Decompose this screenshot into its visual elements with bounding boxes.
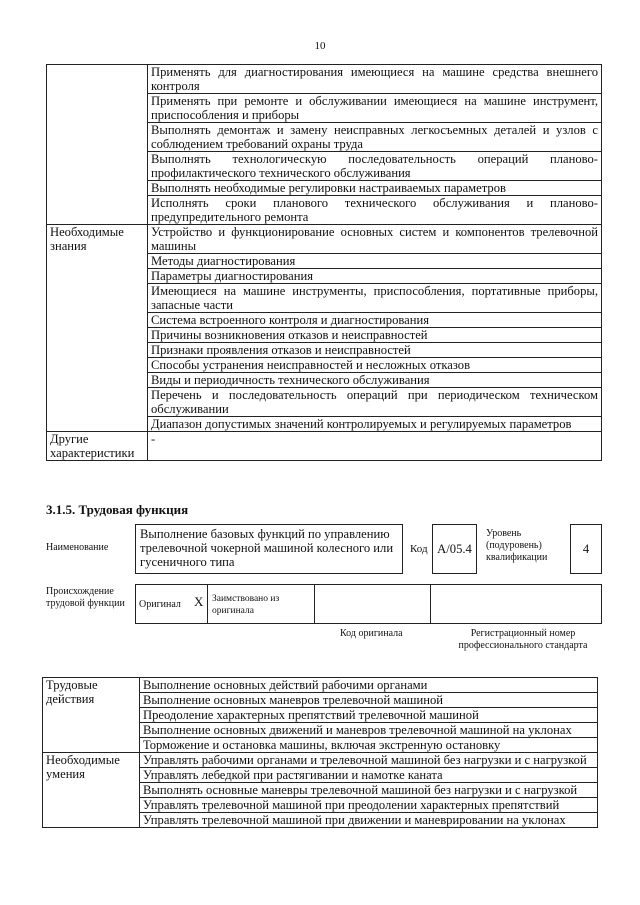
- row-item: Выполнение основных маневров трелевочной машиной: [140, 693, 598, 708]
- row-item: Применять при ремонте и обслуживании имеющиеся на машине инструмент, приспособления и приборы: [148, 94, 602, 123]
- level-label: Уровень (подуровень) квалификации: [486, 528, 548, 563]
- original-label: Оригинал: [139, 599, 181, 610]
- reg-number-cell: [430, 584, 602, 624]
- origin-row: [135, 584, 602, 624]
- row-item: Имеющиеся на машине инструменты, приспособления, портативные приборы, запасные части: [148, 284, 602, 313]
- row-item: Выполнение основных действий рабочими органами: [140, 678, 598, 693]
- requirements-table-top: [46, 64, 602, 461]
- row-item: Перечень и последовательность операций при периодическом техническом обслуживании: [148, 388, 602, 417]
- row-item: Диапазон допустимых значений контролируемых и регулируемых параметров: [148, 417, 602, 432]
- table-row: [43, 678, 598, 693]
- row-item: Причины возникновения отказов и неисправностей: [148, 328, 602, 343]
- code-label: Код: [410, 543, 428, 555]
- row-item: Признаки проявления отказов и неисправностей: [148, 343, 602, 358]
- row-item: Устройство и функционирование основных систем и компонентов трелевочной машины: [148, 225, 602, 254]
- row-item: Параметры диагностирования: [148, 269, 602, 284]
- table-row: [43, 753, 598, 768]
- original-mark: X: [194, 594, 204, 609]
- code-original-caption: Код оригинала: [340, 628, 403, 639]
- row-item: Методы диагностирования: [148, 254, 602, 269]
- origin-label: Происхождение трудовой функции: [46, 586, 125, 609]
- qualification-level-box: 4: [570, 524, 602, 574]
- table-row: [47, 225, 602, 254]
- row-item: Управлять трелевочной машиной при движении и маневрировании на уклонах: [140, 813, 598, 828]
- row-item: Применять для диагностирования имеющиеся на машине средства внешнего контроля: [148, 65, 602, 94]
- row-item: Исполнять сроки планового технического обслуживания и планово-предупредительного ремонта: [148, 196, 602, 225]
- function-name-box: Выполнение базовых функций по управлению трелевочной чокерной машиной колесного или гусеничного типа: [135, 524, 403, 574]
- row-item: Выполнять необходимые регулировки настраиваемых параметров: [148, 181, 602, 196]
- row-item: Управлять трелевочной машиной при преодолении характерных препятствий: [140, 798, 598, 813]
- requirements-table-bottom: [42, 677, 598, 828]
- row-item: Выполнять основные маневры трелевочной машиной без нагрузки и с нагрузкой: [140, 783, 598, 798]
- row-item: Управлять лебедкой при растягивании и намотке каната: [140, 768, 598, 783]
- row-item: Виды и периодичность технического обслуживания: [148, 373, 602, 388]
- row-item: Управлять рабочими органами и трелевочной машиной без нагрузки и с нагрузкой: [140, 753, 598, 768]
- row-label: Трудовые действия: [43, 678, 140, 753]
- table-row: [47, 432, 602, 461]
- row-label: Другие характеристики: [47, 432, 148, 461]
- borrowed-label: Заимствовано из оригинала: [212, 594, 280, 616]
- name-label: Наименование: [46, 542, 109, 553]
- requirements-table-body: [43, 678, 598, 828]
- row-label: Необходимые знания: [47, 225, 148, 432]
- row-label: [47, 65, 148, 225]
- borrowed-cell: [207, 584, 315, 624]
- row-label: Необходимые умения: [43, 753, 140, 828]
- page-number: 10: [314, 40, 326, 52]
- reg-number-caption: Регистрационный номер профессионального стандарта: [458, 628, 588, 651]
- row-item: Торможение и остановка машины, включая экстренную остановку: [140, 738, 598, 753]
- code-original-cell: [314, 584, 431, 624]
- row-item: Преодоление характерных препятствий трелевочной машиной: [140, 708, 598, 723]
- section-title: 3.1.5. Трудовая функция: [46, 502, 189, 517]
- function-code-box: A/05.4: [432, 524, 477, 574]
- requirements-table-body: [47, 65, 602, 461]
- row-item: Способы устранения неисправностей и несложных отказов: [148, 358, 602, 373]
- row-item: -: [148, 432, 602, 461]
- row-item: Система встроенного контроля и диагностирования: [148, 313, 602, 328]
- table-row: [47, 65, 602, 94]
- row-item: Выполнение основных движений и маневров трелевочной машиной на уклонах: [140, 723, 598, 738]
- row-item: Выполнять технологическую последовательность операций планово-профилактического технического обслуживания: [148, 152, 602, 181]
- original-cell: [135, 584, 208, 624]
- row-item: Выполнять демонтаж и замену неисправных легкосъемных деталей и узлов с соблюдением требований охраны труда: [148, 123, 602, 152]
